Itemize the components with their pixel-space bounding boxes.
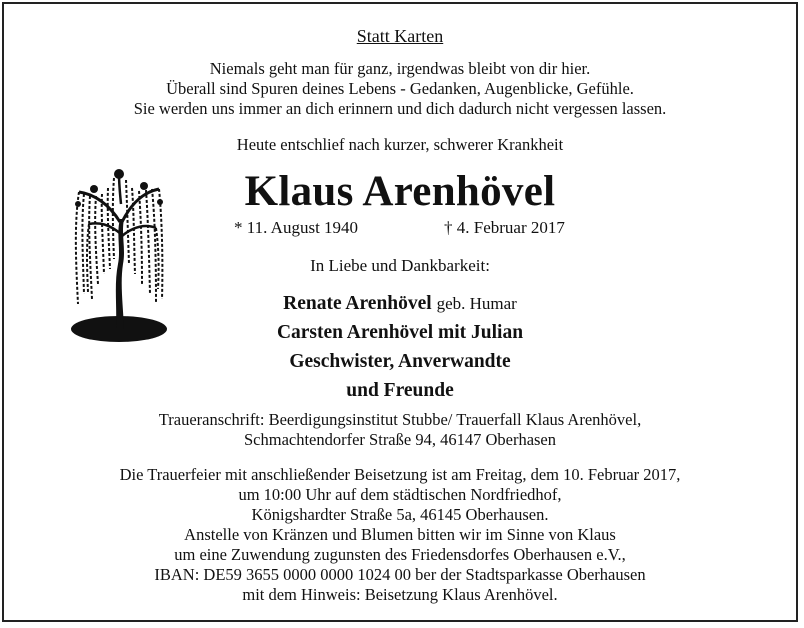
love-line: In Liebe und Dankbarkeit: <box>310 256 490 275</box>
mourner-line: Carsten Arenhövel mit Julian <box>276 322 524 343</box>
deceased-name: Klaus Arenhövel <box>244 168 556 215</box>
birth-date: * 11. August 1940 <box>234 218 359 237</box>
poem <box>4 59 796 119</box>
mourner-name: Renate Arenhövel <box>283 293 432 314</box>
funeral-service-info <box>4 465 796 605</box>
mourner-line: und Freunde <box>346 380 454 401</box>
poem-line: Sie werden uns immer an dich erinnern und dich dadurch nicht vergessen lassen. <box>133 99 667 118</box>
header-statt-karten: Statt Karten <box>356 26 444 46</box>
service-line: IBAN: DE59 3655 0000 0000 1024 00 ber der Stadtsparkasse Oberhausen <box>154 565 646 584</box>
mourning-address <box>4 410 796 450</box>
intro-text: Heute entschlief nach kurzer, schwerer Krankheit <box>236 135 564 154</box>
poem-line: Überall sind Spuren deines Lebens - Gedanken, Augenblicke, Gefühle. <box>166 79 634 98</box>
address-line: Traueranschrift: Beerdigungsinstitut Stubbe/ Trauerfall Klaus Arenhövel, <box>158 410 642 429</box>
service-line: mit dem Hinweis: Beisetzung Klaus Arenhövel. <box>242 585 558 604</box>
mourner-line: Geschwister, Anverwandte <box>289 351 511 372</box>
obituary-notice <box>2 2 798 622</box>
address-line: Schmachtendorfer Straße 94, 46147 Oberhasen <box>243 430 557 449</box>
mourner-birth-name: geb. Humar <box>436 294 517 313</box>
mourner-line <box>4 289 796 318</box>
poem-line: Niemals geht man für ganz, irgendwas bleibt von dir hier. <box>209 59 591 78</box>
service-line: um 10:00 Uhr auf dem städtischen Nordfriedhof, <box>238 485 562 504</box>
service-line: Die Trauerfeier mit anschließender Beisetzung ist am Freitag, dem 10. Februar 2017, <box>119 465 681 484</box>
death-date: † 4. Februar 2017 <box>444 218 565 237</box>
service-line: um eine Zuwendung zugunsten des Friedensdorfes Oberhausen e.V., <box>174 545 626 564</box>
service-line: Anstelle von Kränzen und Blumen bitten wir im Sinne von Klaus <box>184 525 616 544</box>
service-line: Königshardter Straße 5a, 46145 Oberhausen. <box>251 505 549 524</box>
mourners-list <box>4 289 796 405</box>
